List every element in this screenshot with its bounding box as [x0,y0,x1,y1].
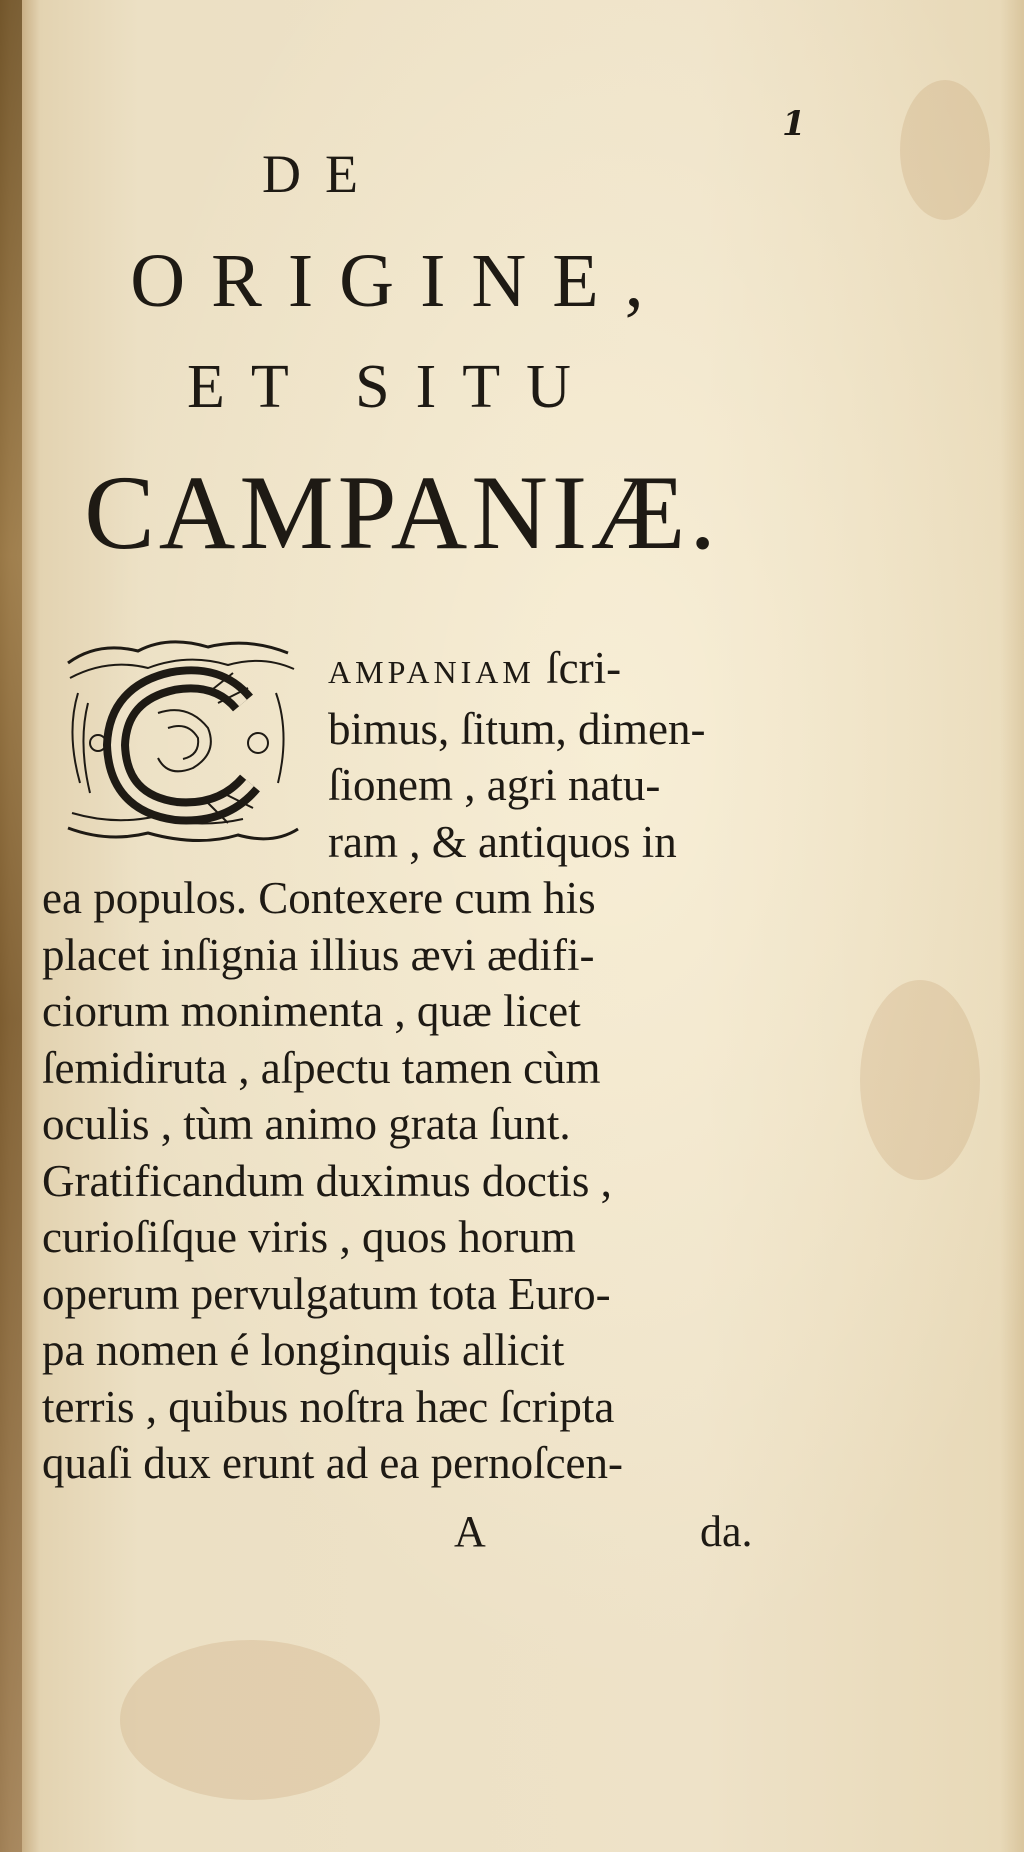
text-line-9: oculis , tùm animo grata ſunt. [42,1099,571,1149]
title-line-et-situ: ET SITU [187,353,597,421]
text-line-7: ciorum monimenta , quæ licet [42,986,581,1036]
text-line-1: ſcri- [546,643,622,693]
foxing-stain [120,1640,380,1800]
text-line-11: curioſiſque viris , quos horum [42,1212,576,1262]
page-number: 1 [782,104,806,144]
title-line-campaniae: CAMPANIÆ. [84,454,720,571]
foxing-stain [860,980,980,1180]
text-line-15: quaſi dux erunt ad ea pernoſcen- [42,1438,624,1488]
text-line-3: ſionem , agri natu- [328,760,661,810]
text-line-13: pa nomen é longinquis allicit [42,1325,565,1375]
title-line-origine: ORIGINE, [130,239,670,323]
text-line-8: ſemidiruta , aſpectu tamen cùm [42,1042,601,1093]
foxing-stain [900,80,990,220]
title-line-de: DE [262,144,382,204]
signature-mark: A [454,1507,486,1556]
text-line-2: bimus, ſitum, dimen- [328,703,706,754]
text-line-12: operum pervulgatum tota Euro- [42,1268,611,1319]
text-line-5: ea populos. Contexere cum his [42,873,596,923]
first-word-smallcaps: AMPANIAM [328,654,535,690]
text-line-14: terris , quibus noſtra hæc ſcripta [42,1381,615,1432]
body-paragraph [42,640,782,1492]
text-line-6: placet inſignia illius ævi ædifi- [42,929,595,980]
text-line [42,640,782,701]
text-line-4: ram , & antiquos in [328,816,677,867]
catchword: da. [700,1507,753,1556]
text-line-10: Gratificandum duximus doctis , [42,1155,612,1206]
